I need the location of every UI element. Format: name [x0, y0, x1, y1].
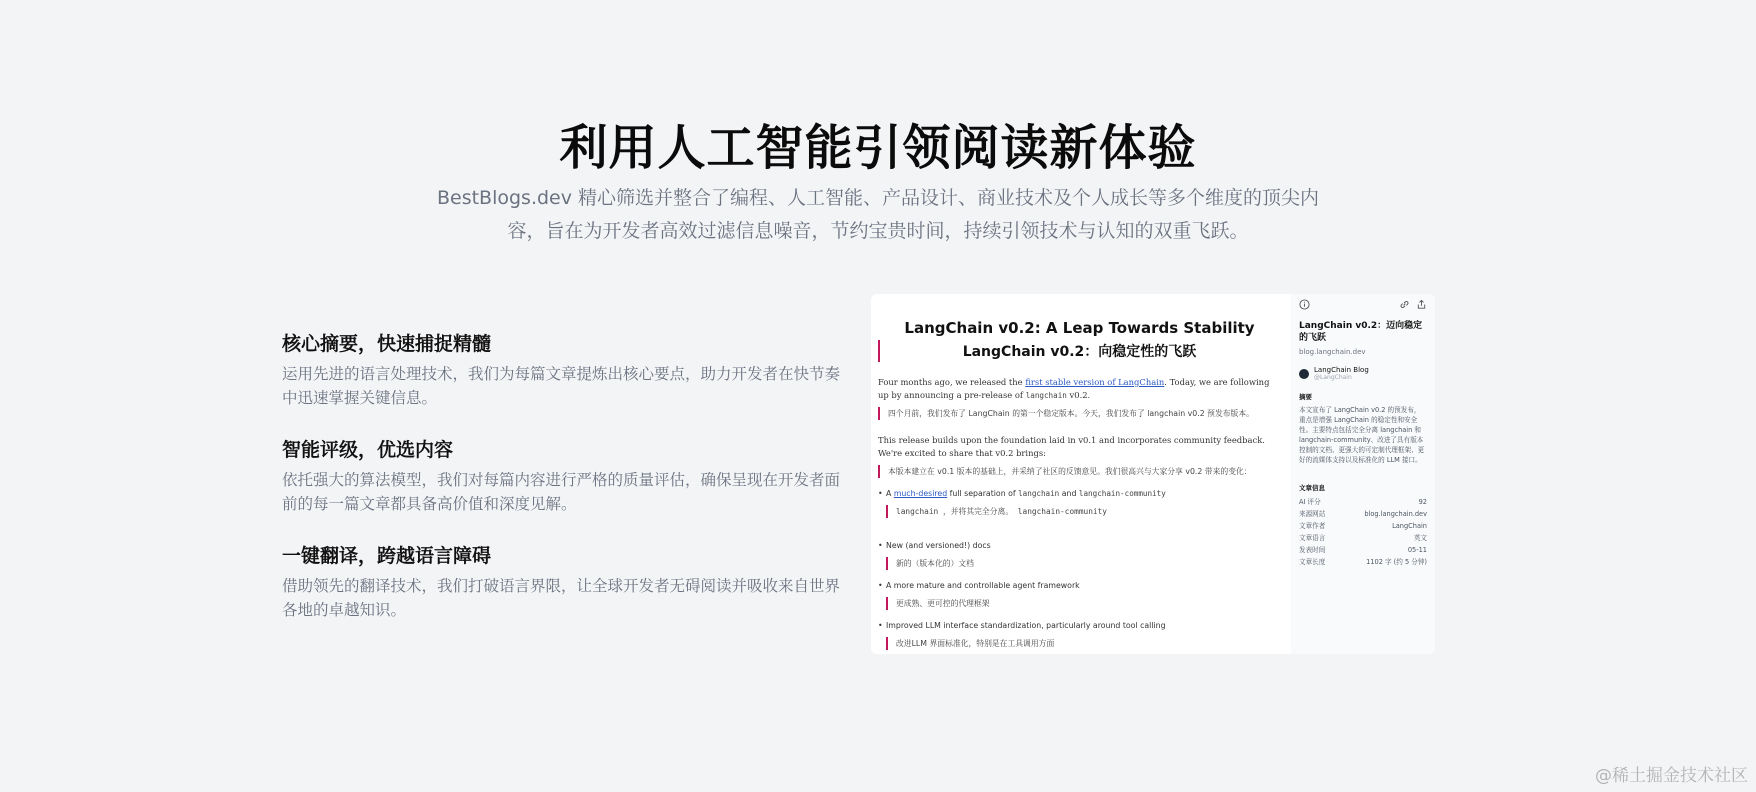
info-label: 文章信息	[1299, 484, 1325, 492]
info-value: 英文	[1413, 534, 1427, 542]
hero	[0, 118, 1756, 248]
author-block[interactable]	[1299, 366, 1427, 382]
info-key: 来源网站	[1299, 510, 1326, 518]
table-row	[1299, 508, 1427, 520]
text: Improved LLM interface standardization, particularly around tool calling	[886, 621, 1166, 630]
link-icon[interactable]	[1399, 299, 1410, 312]
article-paragraph: This release builds upon the foundation laid in v0.1 and incorporates community feedback. We're excited to share that v0.2 brings:	[878, 435, 1265, 458]
info-value: 1102 字 (约 5 分钟)	[1366, 558, 1427, 566]
feature-desc: 运用先进的语言处理技术，我们为每篇文章提炼出核心要点，助力开发者在快节奏中迅速掌握关键信息。	[282, 365, 841, 407]
info-table	[1299, 496, 1427, 568]
feature-summary	[282, 330, 848, 410]
list-item	[878, 540, 1281, 570]
feature-title: 一键翻译，跨越语言障碍	[282, 545, 492, 567]
article-paragraph	[878, 376, 1281, 402]
article-title-zh: LangChain v0.2：向稳定性的飞跃	[878, 342, 1281, 362]
text: A	[886, 489, 894, 498]
article-body	[871, 294, 1291, 654]
text: and	[1059, 489, 1079, 498]
page-title: 利用人工智能引领阅读新体验	[559, 120, 1197, 176]
panel-domain: blog.langchain.dev	[1299, 348, 1366, 356]
feature-list	[282, 330, 848, 648]
author-avatar	[1299, 369, 1309, 379]
info-icon[interactable]	[1299, 299, 1310, 312]
summary-label: 摘要	[1299, 393, 1312, 401]
author-name: LangChain Blog	[1314, 366, 1369, 374]
much-desired-link[interactable]: much-desired	[893, 489, 948, 498]
table-row	[1299, 520, 1427, 532]
translation-quote: langchain ，并将其完全分离。 langchain-community	[886, 505, 1281, 518]
watermark: @稀土掘金技术社区	[1595, 766, 1748, 786]
feature-rating	[282, 436, 848, 516]
summary-text: 本文宣布了 LangChain v0.2 的预发布，重点是增强 LangChain 的稳定性和安全性。主要特点包括完全分离 langchain 和 langchain-community、改进了具有版本控制的文档、更强大的可定制代理框架、更好的流媒体支持以及标准化的 LLM 接口。	[1299, 406, 1425, 464]
info-value: LangChain	[1392, 522, 1427, 530]
feature-translate	[282, 542, 848, 622]
feature-desc: 借助领先的翻译技术，我们打破语言界限，让全球开发者无碍阅读并吸收来自世界各地的卓越知识。	[282, 577, 841, 619]
info-value: blog.langchain.dev	[1364, 510, 1427, 518]
share-icon[interactable]	[1416, 299, 1427, 312]
feature-desc: 依托强大的算法模型，我们对每篇内容进行严格的质量评估，确保呈现在开发者面前的每一篇文章都具备高价值和深度见解。	[282, 471, 841, 513]
translation-quote: 四个月前，我们发布了 LangChain 的第一个稳定版本。今天，我们发布了 langchain v0.2 预发布版本。	[878, 407, 1281, 420]
feature-title: 智能评级，优选内容	[282, 439, 454, 461]
text: v0.2.	[1066, 390, 1091, 400]
table-row	[1299, 556, 1427, 568]
inline-code: langchain	[1018, 489, 1060, 498]
text: A more mature and controllable agent framework	[886, 581, 1080, 590]
info-value: 05-11	[1407, 546, 1427, 554]
feature-title: 核心摘要，快速捕捉精髓	[282, 333, 492, 355]
table-row	[1299, 496, 1427, 508]
info-key: 文章长度	[1299, 558, 1326, 566]
text: full separation of	[947, 489, 1019, 498]
list-item	[878, 620, 1281, 650]
info-key: 文章作者	[1299, 522, 1326, 530]
author-handle: @LangChain	[1314, 374, 1352, 381]
inline-code: langchain-community	[1078, 489, 1166, 498]
info-key: AI 评分	[1299, 498, 1321, 506]
article-info-panel	[1291, 294, 1435, 654]
list-item	[878, 488, 1281, 518]
translation-quote: 更成熟、更可控的代理框架	[886, 597, 1281, 610]
text: Four months ago, we released the	[878, 377, 1026, 387]
text: New (and versioned!) docs	[886, 541, 991, 550]
info-key: 文章语言	[1299, 534, 1326, 542]
table-row	[1299, 544, 1427, 556]
translation-quote: 本版本建立在 v0.1 版本的基础上，并采纳了社区的反馈意见。我们很高兴与大家分享 v0.2 带来的变化：	[878, 465, 1281, 478]
text: . Today, we are following up by announcing a pre-release of	[878, 377, 1270, 400]
author-text	[1314, 366, 1369, 382]
info-key: 发表时间	[1299, 546, 1326, 554]
translation-quote: 新的（版本化的）文档	[886, 557, 1281, 570]
panel-toolbar	[1299, 298, 1427, 312]
translation-quote: 改进LLM 界面标准化，特别是在工具调用方面	[886, 637, 1281, 650]
article-title-en: LangChain v0.2: A Leap Towards Stability	[904, 319, 1255, 337]
inline-code: langchain	[1025, 391, 1067, 400]
panel-actions	[1399, 299, 1427, 312]
list-item	[878, 580, 1281, 610]
panel-article-title: LangChain v0.2：迈向稳定的飞跃	[1299, 321, 1423, 343]
page-subtitle: BestBlogs.dev 精心筛选并整合了编程、人工智能、产品设计、商业技术及个人成长等多个维度的顶尖内容，旨在为开发者高效过滤信息噪音，节约宝贵时间，持续引领技术与认知的双重飞跃。	[436, 187, 1320, 242]
feature-bullets	[878, 488, 1281, 650]
info-value: 92	[1418, 498, 1427, 506]
table-row	[1299, 532, 1427, 544]
stable-version-link[interactable]: first stable version of LangChain	[1025, 377, 1165, 387]
article-preview	[871, 294, 1435, 654]
